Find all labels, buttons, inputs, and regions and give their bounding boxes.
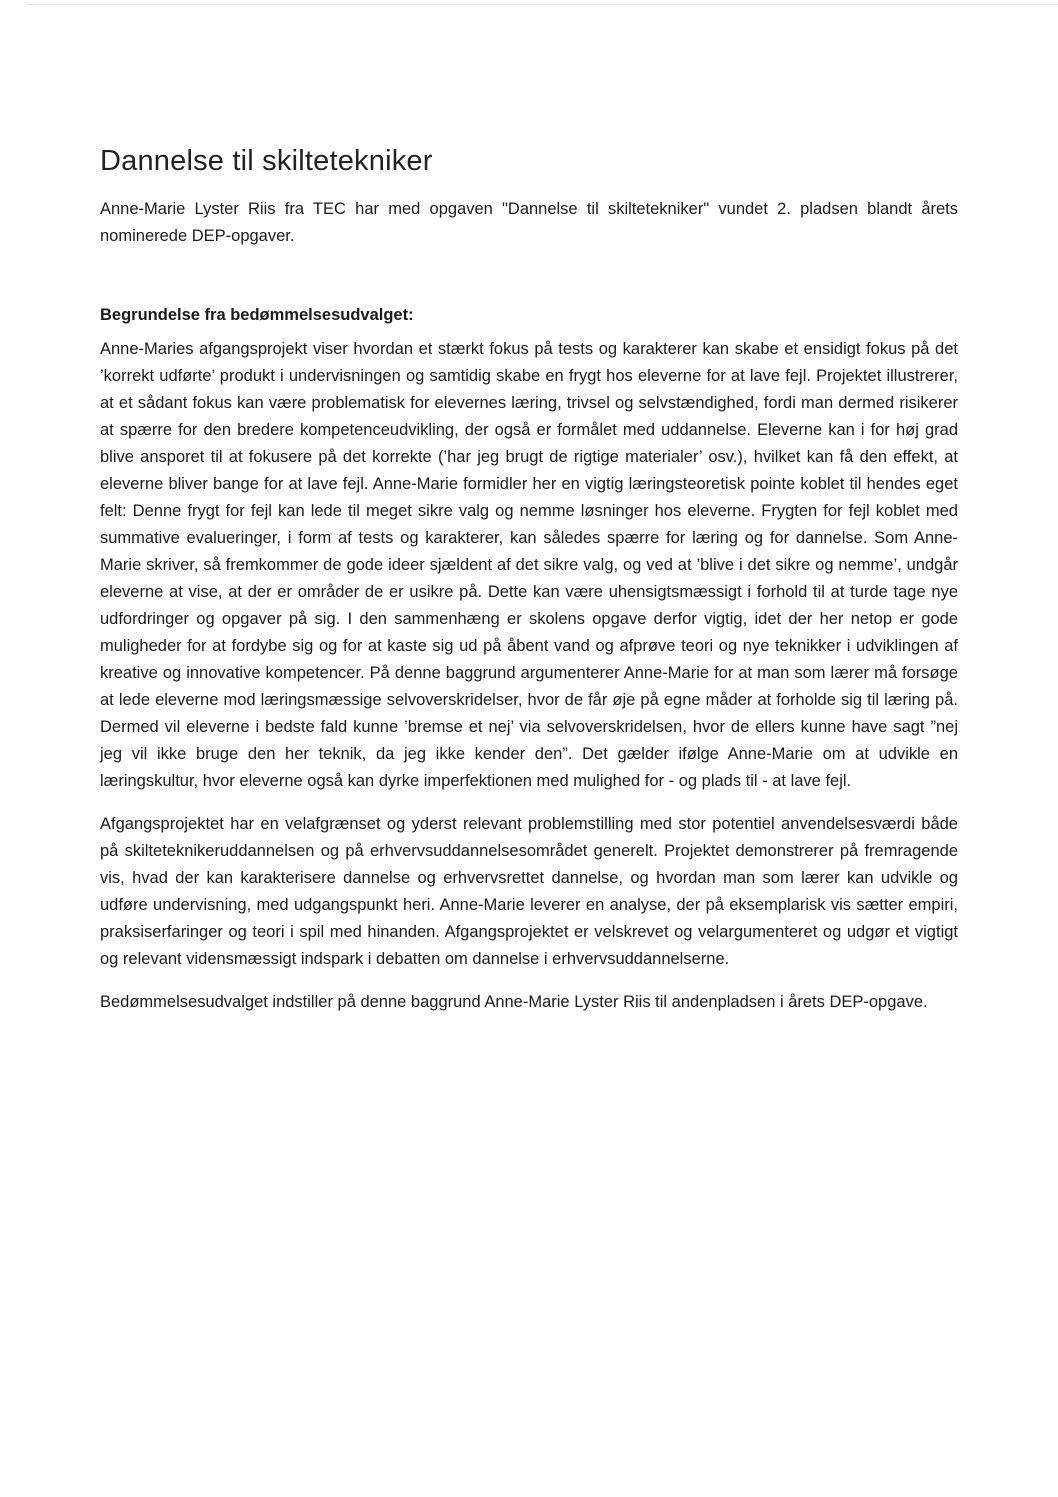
body-paragraph-2: Afgangsprojektet har en velafgrænset og yderst relevant problemstilling med stor potentiel anvendelsesværdi både på skilteteknikeruddannelsen og på erhvervsuddannelsesområdet generelt. Projektet demonstrerer på fremragende vis, hvad der kan karakterisere dannelse og erhvervsrettet dannelse, og hvordan man som lærer kan udvikle og udføre undervisning, med udgangspunkt heri. Anne-Marie leverer en analyse, der på eksemplarisk vis sætter empiri, praksiserfaringer og teori i spil med hinanden. Afgangsprojektet er velskrevet og velargumenteret og udgør et vigtigt og relevant vidensmæssigt indspark i debatten om dannelse i erhvervsuddannelserne.: [100, 815, 958, 968]
page-top-edge-line: [28, 4, 1058, 5]
body-paragraph-1: Anne-Maries afgangsprojekt viser hvordan et stærkt fokus på tests og karakterer kan skabe et ensidigt fokus på det ’korrekt udførte’ produkt i undervisningen og samtidig skabe en frygt hos eleverne for at lave fejl. Projektet illustrerer, at et sådant fokus kan være problematisk for elevernes læring, trivsel og selvstændighed, fordi man dermed risikerer at spærre for den bredere kompetenceudvikling, der også er formålet med uddannelse. Eleverne kan i for høj grad blive ansporet til at fokusere på det korrekte (’har jeg brugt de rigtige materialer’ osv.), hvilket kan få den effekt, at eleverne bliver bange for at lave fejl. Anne-Marie formidler her en vigtig læringsteoretisk pointe koblet til hendes eget felt: Denne frygt for fejl kan lede til meget sikre valg og nemme løsninger hos eleverne. Frygten for fejl koblet med summative evalueringer, i form af tests og karakterer, kan således spærre for læring og for dannelse. Som Anne-Marie skriver, så fremkommer de gode ideer sjældent af det sikre valg, og ved at ’blive i det sikre og nemme’, undgår eleverne at vise, at der er områder de er usikre på. Dette kan være uhensigtsmæssigt i forhold til at turde tage nye udfordringer og opgaver på sig. I den sammenhæng er skolens opgave derfor vigtig, idet der her netop er gode muligheder for at fordybe sig og for at kaste sig ud på åbent vand og afprøve teori og nye teknikker i udviklingen af kreative og innovative kompetencer. På denne baggrund argumenterer Anne-Marie for at man som lærer må forsøge at lede eleverne mod læringsmæssige selvoverskridelser, hvor de får øje på egne måder at forholde sig til læring på. Dermed vil eleverne i bedste fald kunne ’bremse et nej’ via selvoverskridelsen, hvor de ellers kunne have sagt ”nej jeg vil ikke bruge den her teknik, da jeg ikke kender den”. Det gælder ifølge Anne-Marie om at udvikle en læringskultur, hvor eleverne også kan dyrke imperfektionen med mulighed for - og plads til - at lave fejl.: [100, 340, 958, 790]
closing-paragraph: Bedømmelsesudvalget indstiller på denne baggrund Anne-Marie Lyster Riis til andenpladsen i årets DEP-opgave.: [100, 993, 928, 1011]
page-title: Dannelse til skiltetekniker: [100, 145, 433, 177]
section-heading: Begrundelse fra bedømmelsesudvalget:: [100, 306, 414, 324]
intro-paragraph: Anne-Marie Lyster Riis fra TEC har med opgaven "Dannelse til skiltetekniker" vundet 2. pladsen blandt årets nominerede DEP-opgaver.: [100, 200, 958, 245]
